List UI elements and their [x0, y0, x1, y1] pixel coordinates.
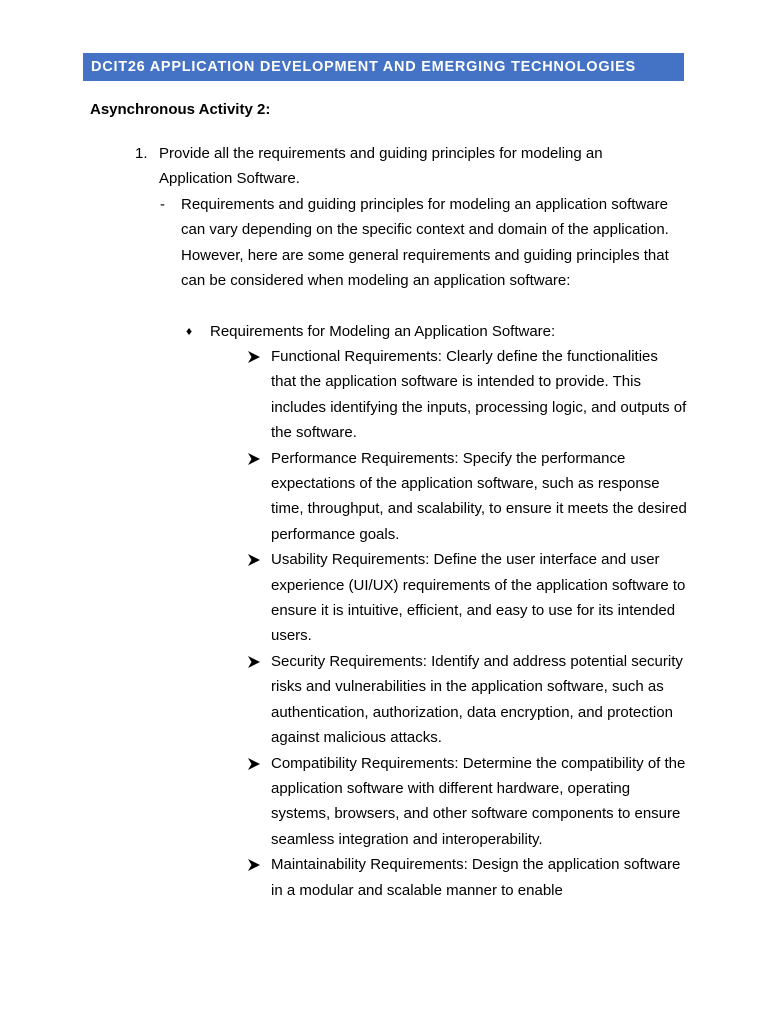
requirement-text: Usability Requirements: Define the user interface and user experience (UI/UX) requirements of the application software to ensure it is intuitive, efficient, and easy to use for its intended users. [271, 551, 686, 645]
question-text: Provide all the requirements and guiding principles for modeling an Application Software. [159, 145, 603, 188]
list-item [247, 446, 687, 548]
course-title-banner: DCIT26 APPLICATION DEVELOPMENT AND EMERGING TECHNOLOGIES [83, 53, 684, 81]
dash-bullet: - [160, 196, 165, 213]
activity-title: Asynchronous Activity 2: [90, 101, 271, 118]
diamond-bullet-icon: ♦ [186, 324, 193, 338]
arrowhead-bullet-icon [247, 350, 261, 364]
requirements-list [247, 344, 687, 903]
list-item [247, 852, 687, 903]
item-number: 1. [135, 145, 148, 162]
requirement-text: Performance Requirements: Specify the performance expectations of the application software, such as response time, throughput, and scalability, to ensure it meets the desired performance goals. [271, 449, 687, 543]
arrowhead-bullet-icon [247, 858, 261, 872]
requirement-text: Security Requirements: Identify and address potential security risks and vulnerabilities in the application software, such as authentication, authorization, data encryption, and protection against malicious attacks. [271, 652, 683, 747]
requirement-text: Functional Requirements: Clearly define the functionalities that the application software is intended to provide. This includes identifying the inputs, processing logic, and outputs of the software. [271, 348, 687, 442]
list-item [247, 344, 687, 446]
requirement-text: Compatibility Requirements: Determine the compatibility of the application software with different hardware, operating systems, browsers, and other software components to ensure seamless integration and interoperability. [271, 754, 686, 848]
list-item [247, 547, 687, 649]
list-item [247, 751, 687, 853]
requirements-heading: Requirements for Modeling an Application Software: [210, 323, 556, 340]
requirement-text: Maintainability Requirements: Design the application software in a modular and scalable manner to enable [271, 856, 681, 899]
arrowhead-bullet-icon [247, 452, 261, 466]
arrowhead-bullet-icon [247, 757, 261, 771]
arrowhead-bullet-icon [247, 553, 261, 567]
intro-paragraph: Requirements and guiding principles for modeling an application software can vary depending on the specific context and domain of the application. However, here are some general requirements and guiding principles that can be considered when modeling an application software: [181, 196, 669, 290]
arrowhead-bullet-icon [247, 655, 261, 669]
list-item [247, 649, 687, 751]
